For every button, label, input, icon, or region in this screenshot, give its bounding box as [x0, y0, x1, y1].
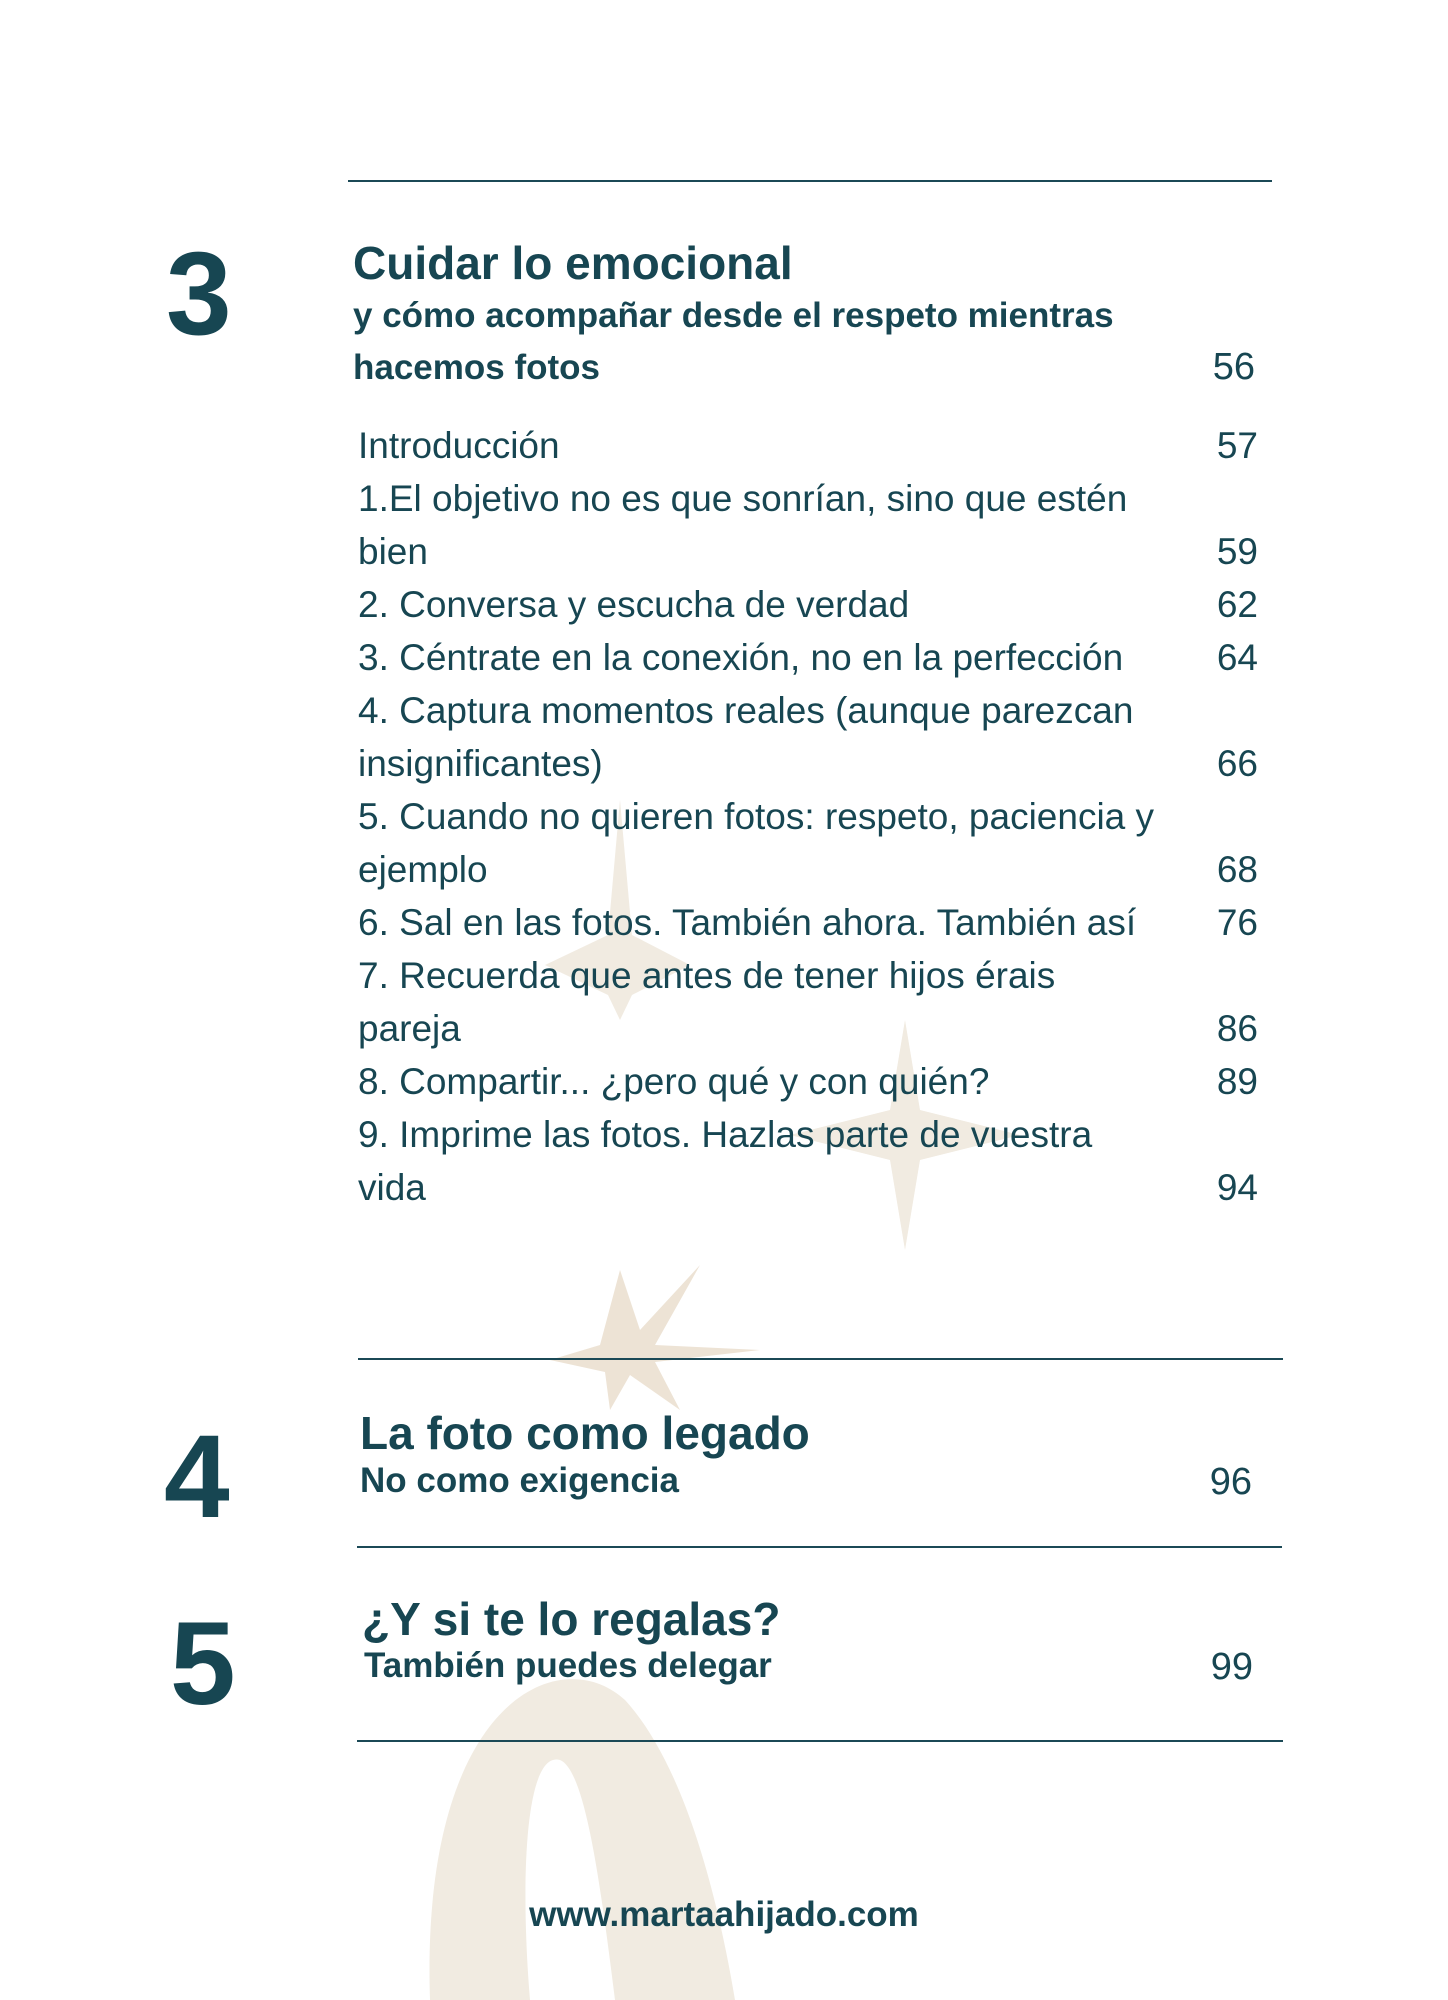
toc-item-title: 6. Sal en las fotos. También ahora. También así — [358, 902, 1137, 943]
toc-item-page: 76 — [1216, 902, 1258, 943]
toc-item[interactable] — [358, 790, 1258, 896]
chapter-subtitle: También puedes delegar — [364, 1646, 772, 1685]
toc-item[interactable] — [358, 631, 1258, 684]
toc-item-page: 64 — [1216, 637, 1258, 678]
chapter-subtitle: No como exigencia — [360, 1461, 679, 1500]
chapter-subtitle-line: hacemos fotos — [353, 348, 600, 387]
toc-item-title: 8. Compartir... ¿pero qué y con quién? — [358, 1061, 990, 1102]
star-icon — [550, 1265, 760, 1410]
toc-item[interactable] — [358, 1108, 1258, 1214]
chapter-page-number: 96 — [1209, 1461, 1252, 1503]
chapter-number: 4 — [164, 1411, 230, 1543]
divider — [357, 1740, 1283, 1742]
toc-item-page: 86 — [1216, 1008, 1258, 1049]
toc-item[interactable] — [358, 1055, 1258, 1108]
toc-item-page: 66 — [1216, 743, 1258, 784]
toc-item[interactable] — [358, 896, 1258, 949]
decorative-arc — [429, 1679, 735, 2000]
toc-item-title: 4. Captura momentos reales (aunque parezcan insignificantes) — [358, 690, 1134, 784]
chapter-number: 5 — [170, 1598, 236, 1730]
footer-website-link[interactable]: www.martaahijado.com — [529, 1895, 919, 1934]
toc-item-title: Introducción — [358, 425, 560, 466]
toc-item-title: 9. Imprime las fotos. Hazlas parte de vuestra vida — [358, 1114, 1093, 1208]
chapter-page-number: 56 — [1212, 346, 1255, 388]
toc-item-page: 94 — [1216, 1167, 1258, 1208]
chapter-page-number: 99 — [1210, 1646, 1253, 1688]
toc-item-page: 68 — [1216, 849, 1258, 890]
divider — [357, 1546, 1282, 1548]
toc-item-title: 5. Cuando no quieren fotos: respeto, paciencia y ejemplo — [358, 796, 1155, 890]
toc-item[interactable] — [358, 472, 1258, 578]
toc-item-page: 57 — [1216, 425, 1258, 466]
toc-item[interactable] — [358, 578, 1258, 631]
toc-item-title: 7. Recuerda que antes de tener hijos érais pareja — [358, 955, 1056, 1049]
chapter-title: Cuidar lo emocional — [353, 237, 793, 289]
toc-list — [358, 419, 1258, 1214]
toc-item[interactable] — [358, 949, 1258, 1055]
toc-item[interactable] — [358, 419, 1258, 472]
toc-item[interactable] — [358, 684, 1258, 790]
chapter-number: 3 — [166, 228, 232, 360]
toc-item-page: 62 — [1216, 584, 1258, 625]
divider-top — [348, 180, 1272, 182]
toc-item-title: 2. Conversa y escucha de verdad — [358, 584, 910, 625]
chapter-subtitle-line: y cómo acompañar desde el respeto mientras — [353, 296, 1114, 335]
divider — [358, 1358, 1283, 1360]
toc-item-title: 1.El objetivo no es que sonrían, sino que estén bien — [358, 478, 1128, 572]
chapter-title: ¿Y si te lo regalas? — [362, 1593, 781, 1645]
chapter-title: La foto como legado — [360, 1407, 810, 1459]
toc-item-title: 3. Céntrate en la conexión, no en la perfección — [358, 637, 1124, 678]
toc-item-page: 59 — [1216, 531, 1258, 572]
toc-item-page: 89 — [1216, 1061, 1258, 1102]
